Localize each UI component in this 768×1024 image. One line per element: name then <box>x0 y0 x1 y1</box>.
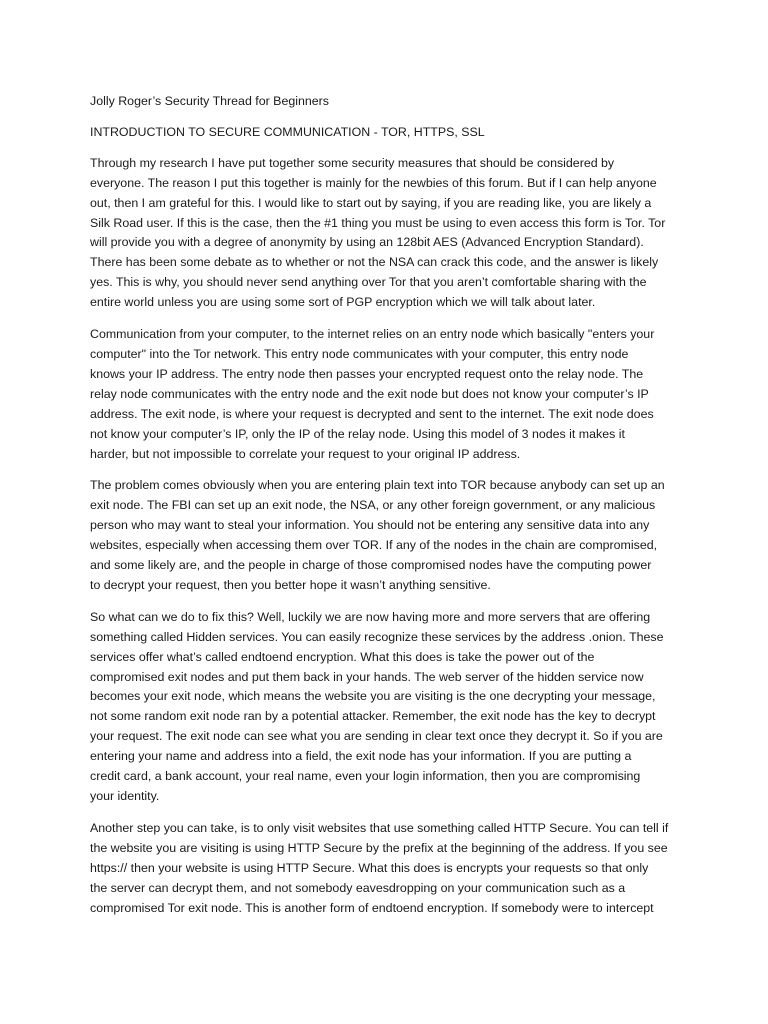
paragraph-line: the website you are visiting is using HTTP Secure by the prefix at the beginning of the address. If you see <box>90 840 668 855</box>
document-title: Jolly Roger’s Security Thread for Beginners <box>90 94 329 108</box>
paragraph-line: address. The exit node, is where your request is decrypted and sent to the internet. The exit node does <box>90 406 654 421</box>
paragraph-line: The problem comes obviously when you are entering plain text into TOR because anybody can set up an <box>90 478 665 493</box>
paragraph-line: So what can we do to fix this? Well, luckily we are now having more and more servers that are offering <box>90 609 651 624</box>
paragraph-list <box>90 154 680 919</box>
paragraph-line: Another step you can take, is to only visit websites that use something called HTTP Secure. You can tell if <box>90 820 669 835</box>
paragraph-line: harder, but not impossible to correlate your request to your original IP address. <box>90 446 521 461</box>
paragraph-line: There has been some debate as to whether or not the NSA can crack this code, and the answer is likely <box>90 255 659 270</box>
paragraph-line: services offer what’s called endtoend encryption. What this does is take the power out of the <box>90 649 595 664</box>
document-body <box>90 92 680 930</box>
paragraph-line: computer" into the Tor network. This entry node communicates with your computer, this entry node <box>90 346 629 361</box>
paragraph-line: compromised Tor exit node. This is another form of endtoend encryption. If somebody were to intercept <box>90 900 654 915</box>
paragraph-line: something called Hidden services. You can easily recognize these services by the address .onion. These <box>90 629 664 644</box>
paragraph-line: becomes your exit node, which means the website you are visiting is the one decrypting your message, <box>90 689 656 704</box>
paragraph <box>90 325 680 464</box>
paragraph-line: Silk Road user. If this is the case, then the #1 thing you must be using to even access this form is Tor. Tor <box>90 215 666 230</box>
paragraph-line: relay node communicates with the entry node and the exit node but does not know your computer’s IP <box>90 386 649 401</box>
paragraph-line: your request. The exit node can see what you are sending in clear text once they decrypt it. So if you are <box>90 729 663 744</box>
paragraph-line: person who may want to steal your information. You should not be entering any sensitive data into any <box>90 518 650 533</box>
paragraph <box>90 608 680 807</box>
paragraph-line: Communication from your computer, to the internet relies on an entry node which basically "enters your <box>90 327 655 342</box>
paragraph-line: compromised exit nodes and put them back in your hands. The web server of the hidden service now <box>90 669 644 684</box>
paragraph <box>90 819 680 919</box>
paragraph-line: and some likely are, and the people in charge of those compromised nodes have the computing power <box>90 558 652 573</box>
paragraph-line: will provide you with a degree of anonymity by using an 128bit AES (Advanced Encryption Standard). <box>90 235 644 250</box>
paragraph-line: knows your IP address. The entry node then passes your encrypted request onto the relay node. The <box>90 366 644 381</box>
section-heading: INTRODUCTION TO SECURE COMMUNICATION - TOR, HTTPS, SSL <box>90 124 485 139</box>
paragraph-line: yes. This is why, you should never send anything over Tor that you aren’t comfortable sharing with the <box>90 275 647 290</box>
paragraph-line: Through my research I have put together some security measures that should be considered by <box>90 155 615 170</box>
paragraph <box>90 476 680 595</box>
paragraph-line: your identity. <box>90 789 160 803</box>
paragraph-line: not some random exit node ran by a potential attacker. Remember, the exit node has the key to decrypt <box>90 709 656 724</box>
paragraph-line: entering your name and address into a field, the exit node has your information. If you are putting a <box>90 749 632 764</box>
paragraph <box>90 154 680 313</box>
paragraph-line: https:// then your website is using HTTP Secure. What this does is encrypts your requests so that only <box>90 860 649 875</box>
paragraph-line: websites, especially when accessing them over TOR. If any of the nodes in the chain are compromised, <box>90 538 658 553</box>
paragraph-line: credit card, a bank account, your real name, even your login information, then you are compromising <box>90 769 641 784</box>
paragraph-line: exit node. The FBI can set up an exit node, the NSA, or any other foreign government, or any malicious <box>90 498 656 513</box>
paragraph-line: entire world unless you are using some sort of PGP encryption which we will talk about later. <box>90 295 596 310</box>
paragraph-line: the server can decrypt them, and not somebody eavesdropping on your communication such as a <box>90 880 626 895</box>
paragraph-line: out, then I am grateful for this. I would like to start out by saying, if you are reading like, you are likely a <box>90 195 652 210</box>
paragraph-line: to decrypt your request, then you better hope it wasn’t anything sensitive. <box>90 577 491 592</box>
paragraph-line: not know your computer’s IP, only the IP of the relay node. Using this model of 3 nodes it makes it <box>90 426 625 441</box>
paragraph-line: everyone. The reason I put this together is mainly for the newbies of this forum. But if I can help anyone <box>90 175 657 190</box>
